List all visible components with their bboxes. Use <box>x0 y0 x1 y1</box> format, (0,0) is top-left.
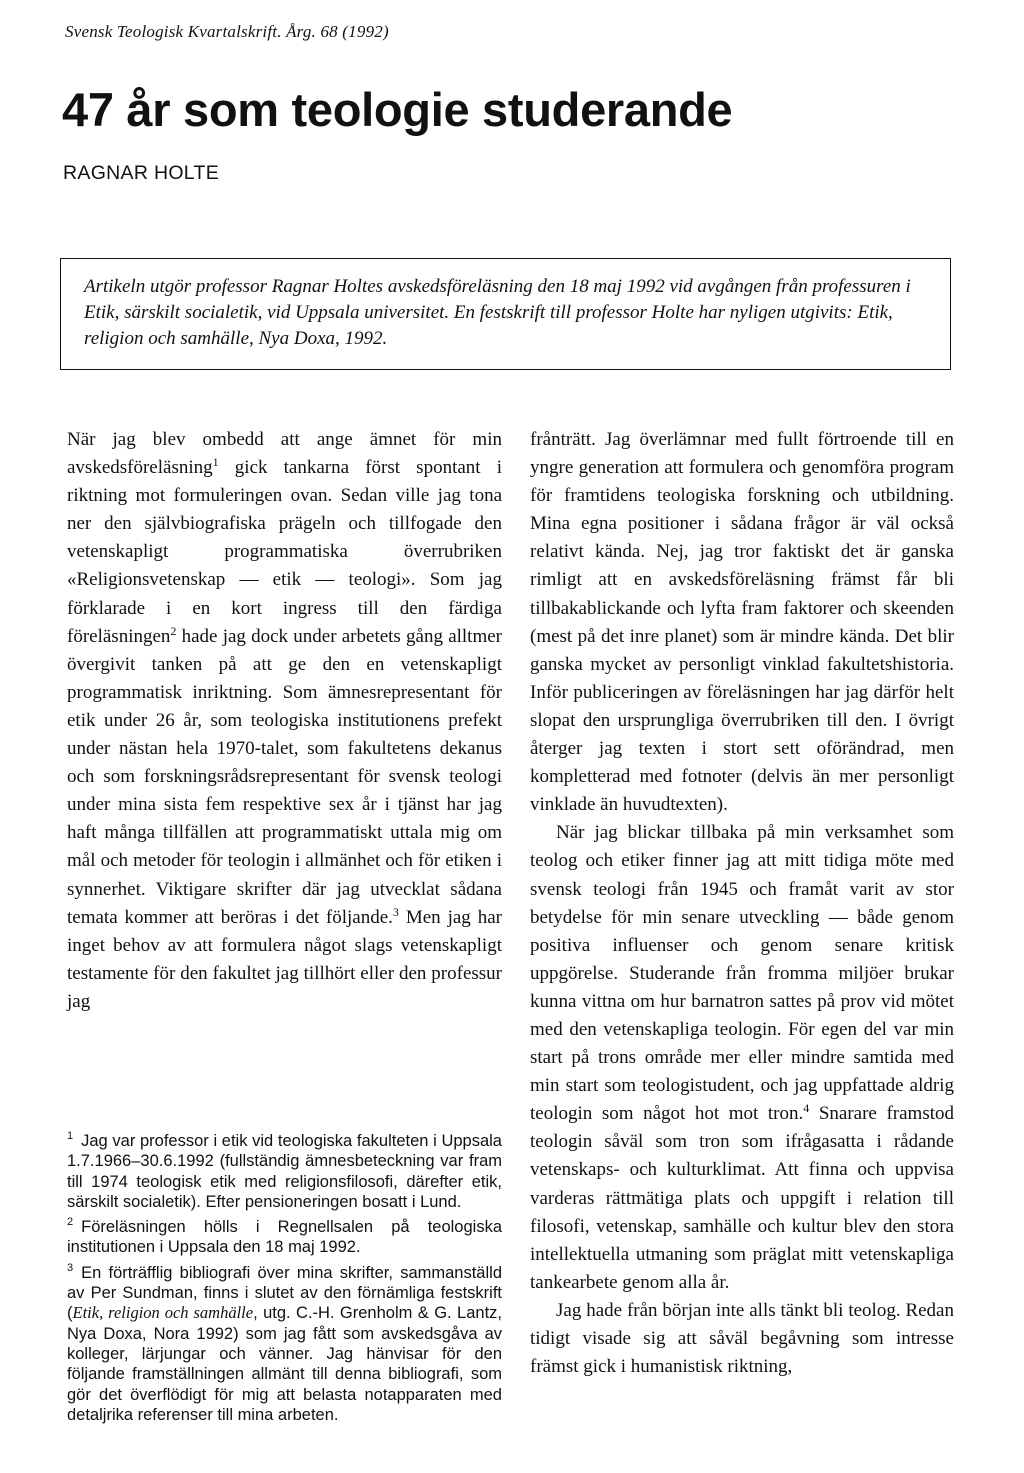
text-span: gick tankarna först spontant i riktning mot formuleringen ovan. Sedan ville jag tona ner den självbiografiska prägeln och tillfogade den vetenskapligt programmatiska överrubriken «Religionsvetenskap — etik — teologi». Som jag förklarade i en kort ingress till den färdiga föreläsningen <box>67 457 502 647</box>
footnote-text: , utg. C.-H. Grenholm & G. Lantz, Nya Doxa, Nora 1992) som jag fått som avskedsgåva av kolleger, lärjungar och vänner. Jag hänvisar för den följande framställningen allmänt till denna bibliografi, som gör det överflödigt för mig att belasta notapparaten med detaljrika referenser till mina arbeten. <box>67 1304 502 1424</box>
footnote-1 <box>67 1126 502 1212</box>
running-head: Svensk Teologisk Kvartalskrift. Årg. 68 (1992) <box>65 22 389 41</box>
footnotes <box>67 1126 502 1425</box>
body-paragraph <box>530 819 954 1297</box>
footnote-3 <box>67 1258 502 1425</box>
right-column <box>530 426 954 1381</box>
footnote-text: En förträfflig bibliografi över mina skrifter, sammanställd av Per Sundman, finns i slutet av den förnämliga festskrift ( <box>67 1263 502 1323</box>
footnote-number: 3 <box>67 1261 74 1274</box>
body-paragraph: frånträtt. Jag överlämnar med fullt förtroende till en yngre generation att formulera och genomföra program för framtidens teologiska forskning och utbildning. Mina egna positioner i sådana frågor är väl också relativt kända. Nej, jag tror faktiskt det är ganska rimligt att en avskedsföreläsning främst får bli tillbakablickande och lyfta fram faktorer och skeenden (mest på det inre planet) som är mindre kända. Det blir ganska mycket av personligt vinklad fakultetshistoria. Inför publiceringen av föreläsningen har jag därför helt slopat den ursprungliga överrubriken till den. I övrigt återger jag texten i stort sett oförändrad, men kompletterad med fotnoter (delvis än mer personligt vinklade än huvudtexten). <box>530 429 954 816</box>
text-span: När jag blev ombedd att ange ämnet för min avskedsföreläsning <box>67 429 502 479</box>
body-paragraph: Jag hade från början inte alls tänkt bli teolog. Redan tidigt visade sig att såväl begåvning som intresse främst gick i humanistisk riktning, <box>530 1299 954 1378</box>
left-column <box>67 426 502 1016</box>
footnote-2 <box>67 1212 502 1258</box>
footnote-text: Föreläsningen hölls i Regnellsalen på teologiska institutionen i Uppsala den 18 maj 1992. <box>67 1218 502 1257</box>
body-paragraph <box>67 426 502 1016</box>
footnote-ref: 2 <box>170 623 177 638</box>
footnote-number: 1 <box>67 1130 74 1142</box>
abstract-box <box>60 258 951 370</box>
footnote-ref: 1 <box>212 455 219 470</box>
footnote-ref: 3 <box>392 904 399 919</box>
text-span: hade jag dock under arbetets gång alltmer övergivit tanken på att ge den en vetenskapligt programmatisk inriktning. Som ämnesrepresentant för etik under 26 år, som teologiska institutionens prefekt under nästan hela 1970-talet, som fakultetens dekanus och som forskningsrådsrepresentant för svensk teologi under mina sista fem respektive sex år i tjänst har jag haft många tillfällen att programmatiskt uttala mig om mål och metoder för teologin i allmänhet och för etiken i synnerhet. Viktigare skrifter där jag utvecklat sådana temata kommer att beröras i det följande. <box>67 625 502 928</box>
footnote-title: Etik, religion och samhälle <box>72 1303 254 1323</box>
footnote-text: Jag var professor i etik vid teologiska fakulteten i Uppsala 1.7.1966–30.6.1992 (fullständig ämnesbeteckning var fram till 1974 teologisk etik med religionsfilosofi, därefter etik, särskilt socialetik). Efter pensioneringen bosatt i Lund. <box>67 1132 502 1211</box>
footnote-number: 2 <box>67 1216 74 1229</box>
footnote-ref: 4 <box>803 1101 810 1116</box>
text-span: Men jag har inget behov av att formulera något slags vetenskapligt testamente för den fakultet jag tillhört eller den professur jag <box>67 906 502 1012</box>
author-name: RAGNAR HOLTE <box>63 162 220 184</box>
text-span: När jag blickar tillbaka på min verksamhet som teolog och etiker finner jag att mitt tidiga möte med svensk teologi från 1945 och framåt varit av stor betydelse för min senare utveckling — både genom positiva influenser och genom senare kritisk uppgörelse. Studerande från fromma miljöer brukar kunna vittna om hur barnatron sattes på prov vid mötet med den vetenskapliga teologin. För egen del var min start på trons område mer eller mindre samtida med min start som teologistudent, och jag uppfattade aldrig teologin som något hot mot tron. <box>530 822 954 1125</box>
abstract-text: Artikeln utgör professor Ragnar Holtes avskedsföreläsning den 18 maj 1992 vid avgången från professuren i Etik, särskilt socialetik, vid Uppsala universitet. En festskrift till professor Holte har nyligen utgivits: Etik, religion och samhälle, Nya Doxa, 1992. <box>84 276 911 349</box>
article-title: 47 år som teologie studerande <box>62 83 733 136</box>
text-span: Snarare framstod teologin såväl som tron som ifrågasatta i rådande vetenskaps- och kulturklimat. Att finna och uppvisa varderas rättmätiga plats och uppgift i relation till filosofi, vetenskap, samhälle och kultur blev den stora intellektuella utmaning som präglat mitt vetenskapliga tankearbete genom alla år. <box>530 1103 954 1293</box>
